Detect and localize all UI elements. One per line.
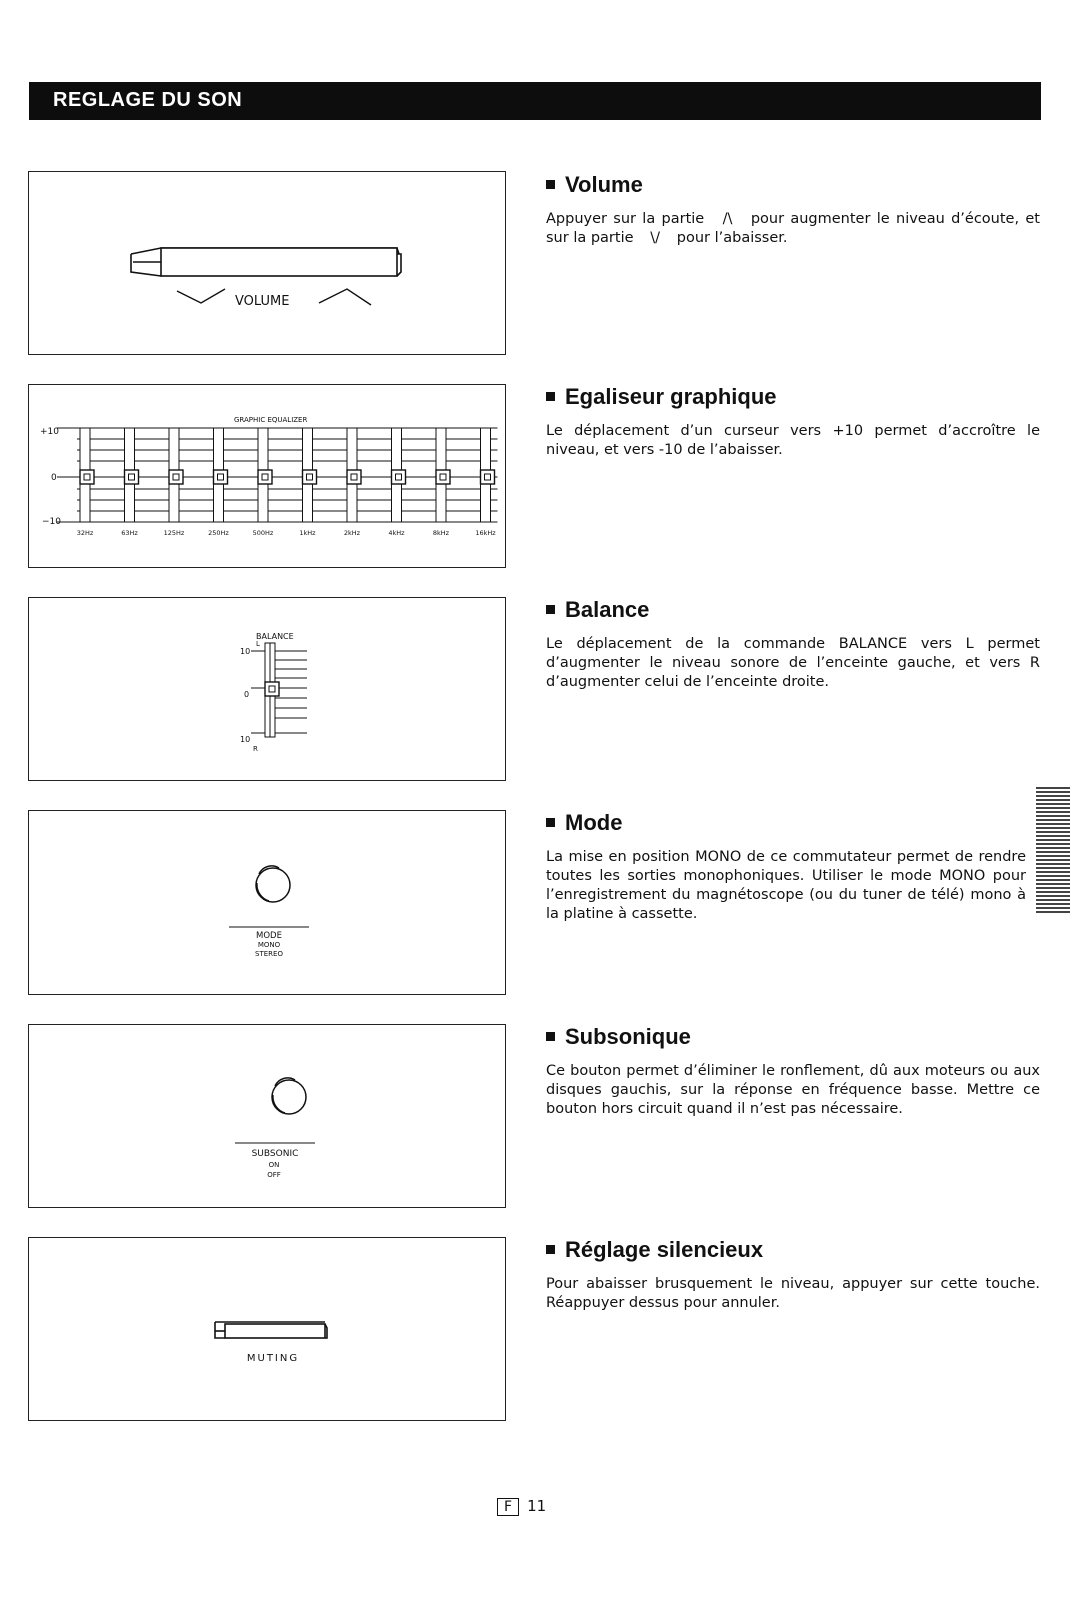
bullet-icon <box>546 818 555 827</box>
page-title: REGLAGE DU SON <box>53 89 243 111</box>
subsonic-heading: Subsonique <box>546 1024 1040 1050</box>
balance-label: BALANCE <box>256 632 294 641</box>
eq-scale-mid: 0 <box>51 473 57 483</box>
balance-l-label: L <box>256 640 260 648</box>
muting-illustration <box>28 1237 506 1421</box>
eq-band-label: 16kHz <box>475 529 496 537</box>
equalizer-heading: Egaliseur graphique <box>546 384 1040 410</box>
eq-slider-knob-mark <box>307 474 313 480</box>
eq-slider-8kHz <box>436 428 450 522</box>
eq-band-label: 500Hz <box>252 529 274 537</box>
eq-slider-2kHz <box>347 428 361 522</box>
balance-scale-bottom: 10 <box>240 735 251 744</box>
equalizer-description: Le déplacement d’un curseur vers +10 permet d’accroître le niveau, et vers -10 de l’abaisser. <box>546 423 1040 458</box>
eq-slider-knob-mark <box>262 474 268 480</box>
subsonic-knob-icon <box>272 1078 306 1114</box>
eq-slider-knob-mark <box>396 474 402 480</box>
subsonic-section <box>546 1024 1040 1119</box>
mode-option-mono: MONO <box>257 941 281 949</box>
balance-scale-top: 10 <box>240 647 251 656</box>
section-header-bar <box>29 82 1041 120</box>
volume-description: Appuyer sur la partie /\ pour augmenter le niveau d’écoute, et sur la partie \/ pour l’abaisser. <box>546 211 1040 246</box>
mode-description: La mise en position MONO de ce commutateur permet de rendre toutes les sorties monophoniques. Utiliser le mode MONO pour l’enregistrement du magnétoscope (ou du tuner de télé) mono à la platine à cassette. <box>546 849 1026 922</box>
bullet-icon <box>546 180 555 189</box>
mode-section <box>546 810 1040 924</box>
eq-slider-knob-mark <box>351 474 357 480</box>
eq-slider-4kHz <box>392 428 406 522</box>
subsonic-option-on: ON <box>268 1161 280 1169</box>
eq-slider-125Hz <box>169 428 183 522</box>
mode-heading: Mode <box>546 810 1040 836</box>
volume-up-icon <box>319 289 371 305</box>
eq-slider-knob-mark <box>440 474 446 480</box>
balance-scale-mid: 0 <box>244 690 250 699</box>
eq-slider-32Hz <box>80 428 94 522</box>
balance-r-label: R <box>253 745 258 753</box>
eq-slider-63Hz <box>125 428 139 522</box>
subsonic-label: SUBSONIC <box>251 1149 299 1159</box>
eq-band-label: 4kHz <box>388 529 405 537</box>
down-arrow-icon: \/ <box>650 230 661 246</box>
muting-label: MUTING <box>246 1353 300 1364</box>
volume-section <box>546 172 1040 248</box>
subsonic-option-off: OFF <box>267 1171 281 1179</box>
eq-band-label: 63Hz <box>121 529 138 537</box>
eq-scale-top: +10 <box>40 427 59 437</box>
subsonic-illustration <box>28 1024 506 1208</box>
equalizer-illustration <box>28 384 506 568</box>
eq-slider-1kHz <box>303 428 317 522</box>
eq-slider-knob-mark <box>485 474 491 480</box>
eq-band-label: 2kHz <box>343 529 361 537</box>
mode-illustration <box>28 810 506 995</box>
equalizer-section <box>546 384 1040 460</box>
language-marker: F <box>497 1498 519 1516</box>
up-arrow-icon: /\ <box>722 211 733 227</box>
eq-slider-250Hz <box>214 428 228 522</box>
bullet-icon <box>546 1032 555 1041</box>
muting-heading: Réglage silencieux <box>546 1237 1040 1263</box>
eq-band-label: 8kHz <box>432 529 450 537</box>
eq-slider-knob-mark <box>173 474 179 480</box>
section-edge-marker <box>1036 787 1070 917</box>
mode-option-stereo: STEREO <box>255 950 283 958</box>
eq-slider-knob-mark <box>218 474 224 480</box>
muting-section <box>546 1237 1040 1313</box>
bullet-icon <box>546 1245 555 1254</box>
eq-scale-bottom: −10 <box>42 517 61 527</box>
volume-down-icon <box>177 289 225 303</box>
volume-label: VOLUME <box>235 294 290 309</box>
mode-label: MODE <box>256 931 282 941</box>
muting-description: Pour abaisser brusquement le niveau, appuyer sur cette touche. Réappuyer dessus pour annuler. <box>546 1276 1040 1311</box>
volume-knob-drawing <box>131 248 401 276</box>
subsonic-description: Ce bouton permet d’éliminer le ronflement, dû aux moteurs ou aux disques gauchis, sur la réponse en fréquence basse. Mettre ce bouton hors circuit quand il n’est pas nécessaire. <box>546 1063 1040 1117</box>
eq-slider-knob-mark <box>84 474 90 480</box>
bullet-icon <box>546 392 555 401</box>
balance-section <box>546 597 1040 692</box>
equalizer-label: GRAPHIC EQUALIZER <box>234 416 308 424</box>
balance-illustration <box>28 597 506 781</box>
page-number-value: 11 <box>527 1497 547 1515</box>
volume-illustration <box>28 171 506 355</box>
mode-knob-icon <box>256 866 290 902</box>
volume-heading: Volume <box>546 172 1040 198</box>
eq-band-label: 250Hz <box>208 529 229 537</box>
muting-button-drawing <box>215 1322 327 1338</box>
balance-heading: Balance <box>546 597 1040 623</box>
eq-slider-knob-mark <box>129 474 135 480</box>
eq-band-label: 125Hz <box>163 529 185 537</box>
eq-slider-16kHz <box>481 428 495 522</box>
eq-slider-500Hz <box>258 428 272 522</box>
bullet-icon <box>546 605 555 614</box>
eq-band-label: 1kHz <box>299 529 316 537</box>
balance-description: Le déplacement de la commande BALANCE vers L permet d’augmenter le niveau sonore de l’enceinte gauche, et vers R d’augmenter celui de l’enceinte droite. <box>546 636 1040 690</box>
eq-band-label: 32Hz <box>76 529 94 537</box>
balance-slider-drawing <box>251 643 307 737</box>
page-number <box>497 1497 546 1516</box>
